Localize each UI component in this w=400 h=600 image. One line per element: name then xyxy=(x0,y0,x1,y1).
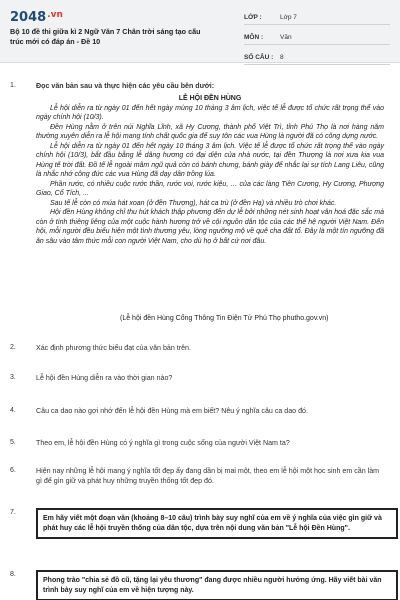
question-prompt: Câu ca dao nào gợi nhớ đến lễ hội đền Hùng mà em biết? Nêu ý nghĩa câu ca dao đó. xyxy=(36,407,308,415)
question-prompt: Lễ hội đền Hùng diễn ra vào thời gian nào? xyxy=(36,374,173,382)
question-number: 1. xyxy=(10,82,16,89)
question-number: 4. xyxy=(10,407,16,414)
reading-heading: LỄ HỘI ĐỀN HÙNG xyxy=(178,95,242,102)
essay-task-box xyxy=(36,570,398,600)
writing-task-box xyxy=(36,508,398,539)
question-number: 2. xyxy=(10,344,16,351)
meta-value: 8 xyxy=(280,53,284,61)
reading-source: (Lễ hội đền Hùng Cổng Thông Tin Điện Tử Phú Thọ phutho.gov.vn) xyxy=(120,315,329,322)
site-logo[interactable] xyxy=(10,10,63,25)
meta-row-subject xyxy=(244,30,390,45)
header xyxy=(0,0,400,63)
meta-value: Lớp 7 xyxy=(280,13,297,21)
question-number: 3. xyxy=(10,374,16,381)
question-number: 7. xyxy=(10,509,16,516)
question-prompt: Xác định phương thức biểu đạt của văn bản trên. xyxy=(36,344,191,352)
logo-text: 2048 xyxy=(10,10,47,25)
reading-passage xyxy=(36,94,384,246)
reading-paragraph: Sau tế lễ còn có múa hát xoan (ở đền Thượng), hát ca trù (ở đền Hạ) và nhiều trò chơi khác. xyxy=(50,199,337,207)
reading-paragraph: Hội đền Hùng không chỉ thu hút khách thập phương đến dự lễ bởi những nét sinh hoạt văn hoá đặc sắc mà còn ở tính thiêng liêng của một cuộc hành hương trở về cội nguồn dân tộc của các thế hệ người Việt Nam. Đến hội, mỗi người đều biểu hiện một tình thương yêu, lòng ngưỡng mộ về quê cha đất tổ. Đây là một tín ngưỡng đã ăn sâu vào tâm thức mỗi con người Việt Nam, cho dù họ ở bất cứ nơi đâu. xyxy=(36,209,384,245)
question-prompt: Theo em, lễ hội đền Hùng có ý nghĩa gì trong cuộc sống của người Việt Nam ta? xyxy=(36,439,290,447)
question-prompt: Em hãy viết một đoạn văn (khoảng 8–10 câu) trình bày suy nghĩ của em về ý nghĩa của việc gìn giữ và phát huy các lễ hội truyền thống của dân tộc, dựa trên nội dung văn bản "Lễ hội Đền Hùng". xyxy=(43,515,382,532)
reading-paragraph: Đền Hùng nằm ở trên núi Nghĩa Lĩnh, xã Hy Cương, thành phố Việt Trì, tỉnh Phú Thọ là nơi hàng năm thường xuyên diễn ra lễ hội mang tính chất quốc gia để suy tôn các vua Hùng là người đã có công dựng nước. xyxy=(36,123,384,140)
question-number: 6. xyxy=(10,467,16,474)
question-number: 5. xyxy=(10,439,16,446)
meta-key: MÔN : xyxy=(244,33,264,41)
meta-key: SỐ CÂU : xyxy=(244,53,274,61)
worksheet-title: Bộ 10 đề thi giữa kì 2 Ngữ Văn 7 Chân trời sáng tạo cấu trúc mới có đáp án - Đề 10 xyxy=(10,27,201,46)
reading-paragraph: Lễ hội diễn ra từ ngày 01 đến hết ngày 10 tháng 3 âm lịch. Việc tế lễ được tổ chức rất trọng thể vào ngày chính hội (10/3), bắt đầu bằng lễ dâng hương có đại diện của nhà nước, tại đền Thượng là nơi xưa kia vua Hùng tế trời đất. Đồ tế lễ ngoài mâm ngũ quả còn có bánh chưng, bánh giày để nhắc lại sự tích Lang Liêu, cũng là nhắc nhớ công đức các vua Hùng đã dạy dân trồng lúa. xyxy=(36,142,384,178)
logo-suffix: .vn xyxy=(47,10,63,20)
meta-row-class xyxy=(244,10,390,25)
question-prompt: Đọc văn bản sau và thực hiện các yêu cầu bên dưới: xyxy=(36,82,215,90)
meta-key: LỚP : xyxy=(244,13,262,21)
meta-row-question-count xyxy=(244,50,390,65)
question-prompt: Hiện nay những lễ hội mang ý nghĩa tốt đẹp ấy đang dần bị mai một, theo em lễ hội một học sinh em cần làm gì để gìn giữ và phát huy những truyền thống tốt đẹp đó. xyxy=(36,467,380,485)
question-prompt: Phong trào "chia sẻ đồ cũ, tặng lại yêu thương" đang được nhiều người hưởng ứng. Hãy viết bài văn trình bày suy nghĩ của em về hiện tượng này. xyxy=(43,577,382,594)
question-number: 8. xyxy=(10,571,16,578)
meta-panel xyxy=(244,10,390,70)
meta-value: Văn xyxy=(280,33,292,41)
reading-paragraph: Phần rước, có nhiều cuộc rước thần, rước voi, rước kiệu, … của các làng Tiên Cương, Hy Cương, Phượng Giao, Cổ Tích, ... xyxy=(36,180,384,197)
reading-paragraph: Lễ hội diễn ra từ ngày 01 đến hết ngày mùng 10 tháng 3 âm lịch, việc tế lễ được tổ chức rất trọng thể vào ngày chính hội (10/3). xyxy=(36,104,384,121)
